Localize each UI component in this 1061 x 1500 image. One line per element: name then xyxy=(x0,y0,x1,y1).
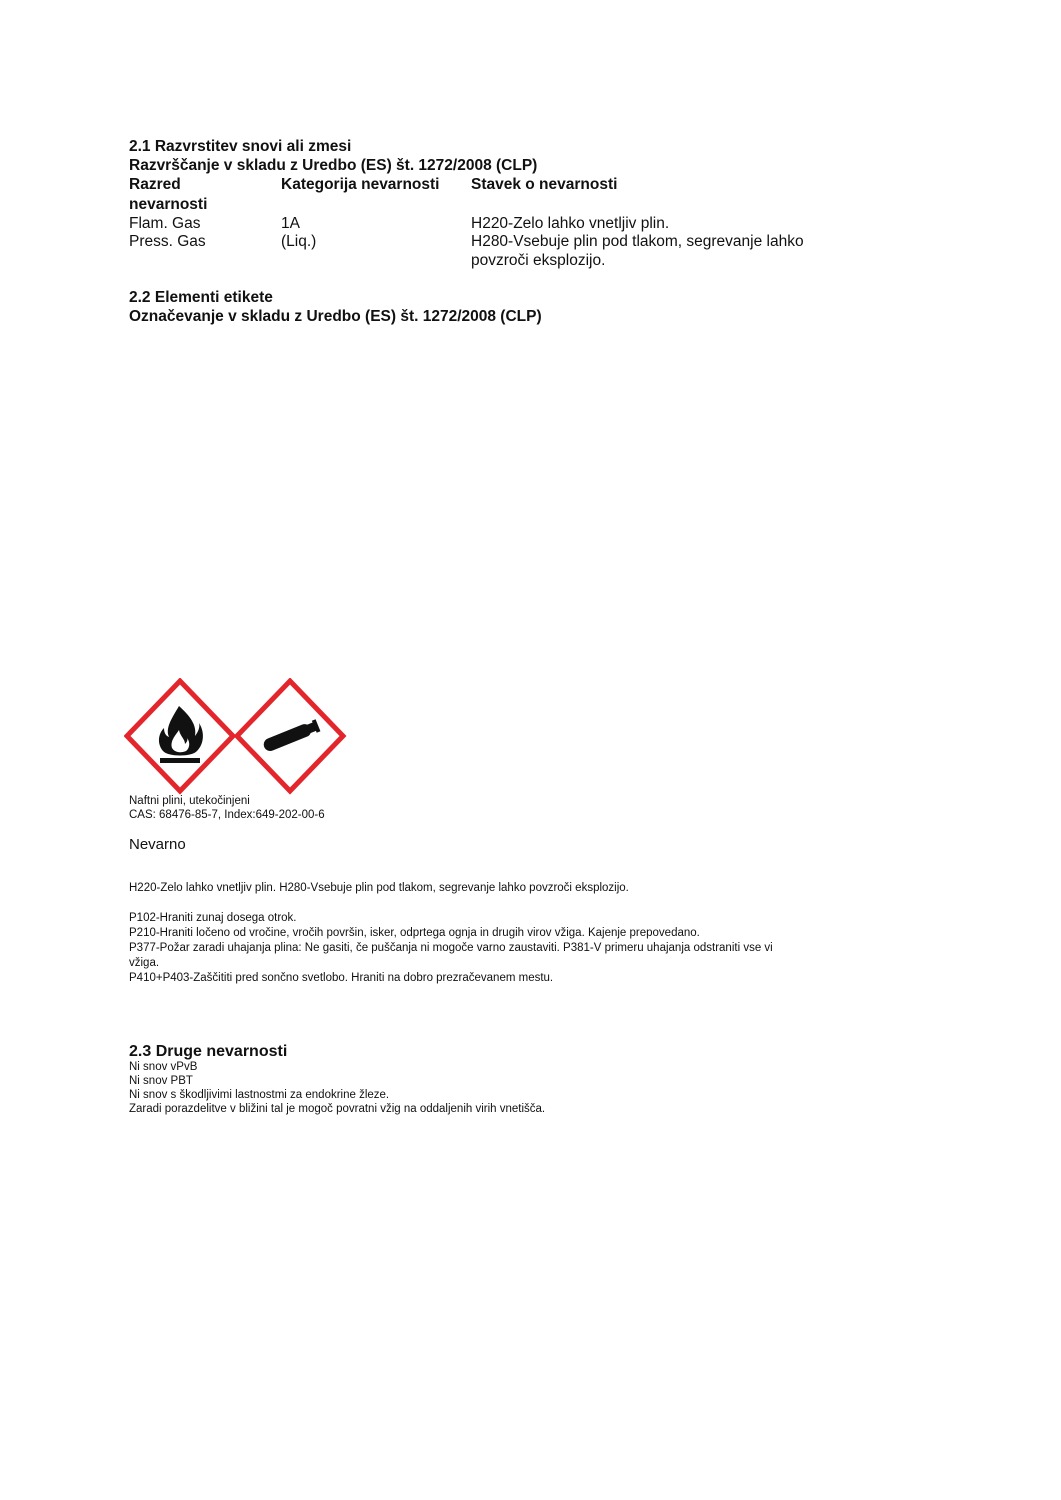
signal-word: Nevarno xyxy=(129,836,186,853)
row-2-class: Press. Gas xyxy=(129,233,206,250)
list-item: Zaradi porazdelitve v bližini tal je mogoč povratni vžig na oddaljenih virih vnetišča. xyxy=(129,1103,546,1115)
precautionary-line: P210-Hraniti ločeno od vročine, vročih površin, isker, odprtega ognja in drugih virov vžiga. Kajenje prepovedano. xyxy=(129,927,700,939)
row-2-category: (Liq.) xyxy=(281,233,317,250)
hazard-statements: H220-Zelo lahko vnetljiv plin. H280-Vsebuje plin pod tlakom, segrevanje lahko povzroči eksplozijo. xyxy=(129,882,629,894)
list-item: Ni snov vPvB xyxy=(129,1061,198,1073)
row-2-statement-cont: povzroči eksplozijo. xyxy=(471,252,606,269)
section-2-1-subheading: Razvrščanje v skladu z Uredbo (ES) št. 1272/2008 (CLP) xyxy=(129,157,538,174)
table-header-class-cont: nevarnosti xyxy=(129,196,208,213)
row-1-statement: H220-Zelo lahko vnetljiv plin. xyxy=(471,215,670,232)
table-header-statement: Stavek o nevarnosti xyxy=(471,176,618,193)
section-2-2-heading: 2.2 Elementi etikete xyxy=(129,289,273,306)
section-2-3-heading: 2.3 Druge nevarnosti xyxy=(129,1043,288,1060)
row-1-category: 1A xyxy=(281,215,300,232)
section-2-2-subheading: Označevanje v skladu z Uredbo (ES) št. 1272/2008 (CLP) xyxy=(129,308,542,325)
row-1-class: Flam. Gas xyxy=(129,215,201,232)
list-item: Ni snov PBT xyxy=(129,1075,193,1087)
ghs02-flame-icon xyxy=(127,681,233,791)
ghs-pictograms xyxy=(124,678,350,796)
product-identifiers: CAS: 68476-85-7, Index:649-202-00-6 xyxy=(129,809,325,821)
product-name: Naftni plini, utekočinjeni xyxy=(129,795,250,807)
section-2-1-heading: 2.1 Razvrstitev snovi ali zmesi xyxy=(129,138,352,155)
table-header-class: Razred xyxy=(129,176,181,193)
precautionary-line: P377-Požar zaradi uhajanja plina: Ne gasiti, če puščanja ni mogoče varno zaustaviti. P381-V primeru uhajanja odstraniti vse vi xyxy=(129,942,773,954)
list-item: Ni snov s škodljivimi lastnostmi za endokrine žleze. xyxy=(129,1089,390,1101)
row-2-statement: H280-Vsebuje plin pod tlakom, segrevanje lahko xyxy=(471,233,804,250)
precautionary-line: P102-Hraniti zunaj dosega otrok. xyxy=(129,912,297,924)
ghs04-gas-cylinder-icon xyxy=(237,681,343,791)
precautionary-line: vžiga. xyxy=(129,957,160,969)
precautionary-line: P410+P403-Zaščititi pred sončno svetlobo. Hraniti na dobro prezračevanem mestu. xyxy=(129,972,554,984)
table-header-category: Kategorija nevarnosti xyxy=(281,176,440,193)
